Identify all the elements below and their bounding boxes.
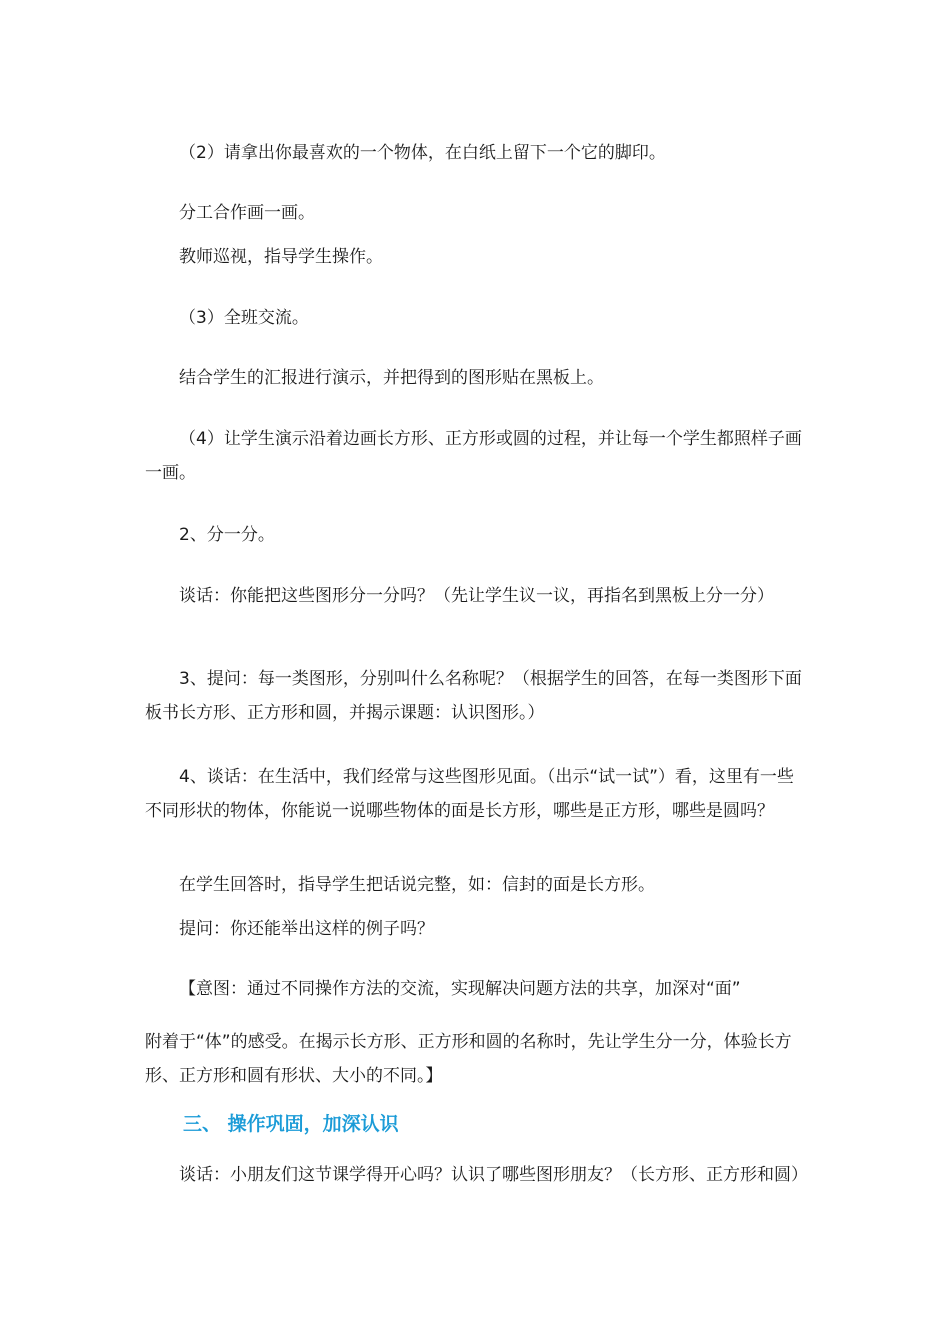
paragraph-classify: 谈话：你能把这些图形分一分吗？（先让学生议一议，再指名到黑板上分一分） [179,586,774,606]
paragraph-step-4: （4）让学生演示沿着边画长方形、正方形或圆的过程，并让每一个学生都照样子画一画。 [145,429,802,483]
section-heading-3: 三、 操作巩固，加深认识 [183,1113,399,1135]
paragraph-intent-start: 【意图：通过不同操作方法的交流，实现解决问题方法的共享，加深对“面” [179,979,741,999]
paragraph-demo: 结合学生的汇报进行演示，并把得到的图形贴在黑板上。 [179,368,604,388]
paragraph-question: 提问：你还能举出这样的例子吗？ [179,919,434,939]
paragraph-intent-end: 附着于“体”的感受。在揭示长方形、正方形和圆的名称时，先让学生分一分，体验长方形、正方形和圆有形状、大小的不同。】 [145,1032,792,1086]
paragraph-closing-talk: 谈话：小朋友们这节课学得开心吗？认识了哪些图形朋友？（长方形、正方形和圆） [179,1165,808,1185]
paragraph-step-2: （2）请拿出你最喜欢的一个物体，在白纸上留下一个它的脚印。 [179,143,666,163]
paragraph-complete-answer: 在学生回答时，指导学生把话说完整，如：信封的面是长方形。 [179,875,655,895]
paragraph-section-4: 4、谈话：在生活中，我们经常与这些图形见面。（出示“试一试”）看，这里有一些不同形状的物体，你能说一说哪些物体的面是长方形，哪些是正方形，哪些是圆吗？ [145,767,794,821]
paragraph-teacher-guide: 教师巡视，指导学生操作。 [179,247,383,267]
paragraph-group-drawing: 分工合作画一画。 [179,203,315,223]
paragraph-section-3: 3、提问：每一类图形，分别叫什么名称呢？（根据学生的回答，在每一类图形下面板书长方形、正方形和圆，并揭示课题：认识图形。） [145,669,802,723]
paragraph-section-2: 2、分一分。 [179,525,275,545]
paragraph-step-3: （3）全班交流。 [179,308,309,328]
